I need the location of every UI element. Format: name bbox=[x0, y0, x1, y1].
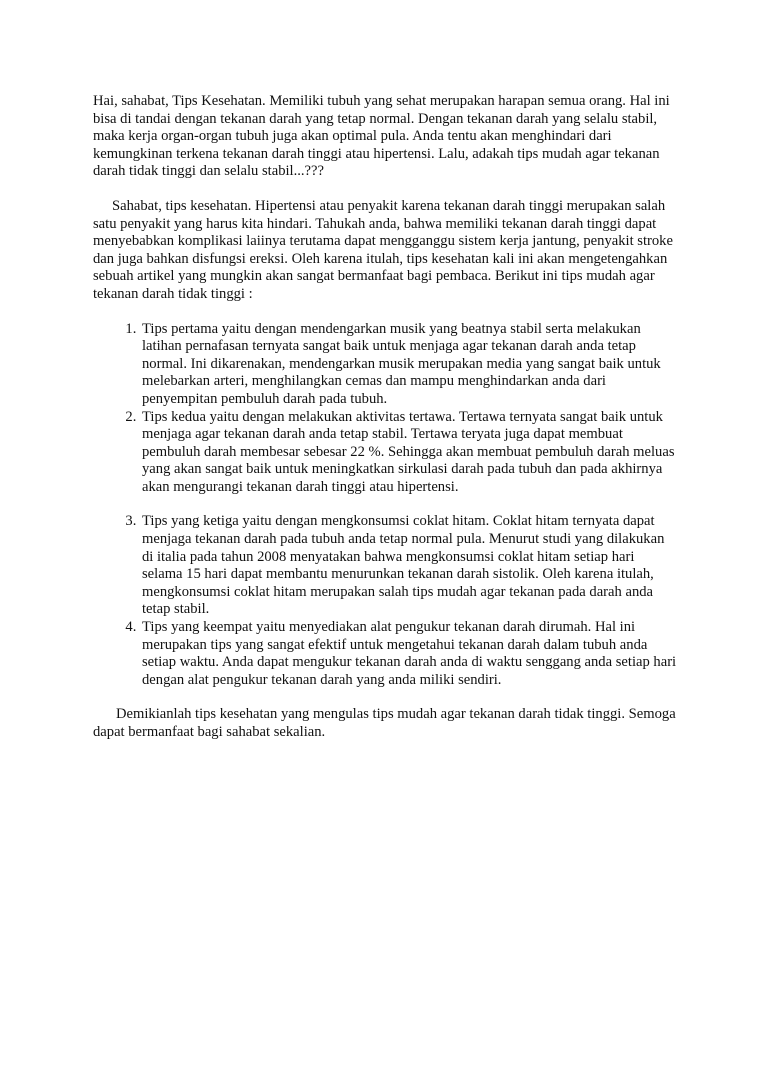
intro-paragraph: Hai, sahabat, Tips Kesehatan. Memiliki tubuh yang sehat merupakan harapan semua orang. Hal ini bisa di tandai dengan tekanan darah yang tetap normal. Dengan tekanan darah yang selalu stabil, maka kerja organ-organ tubuh juga akan optimal pula. Anda tentu akan menghindari dari kemungkinan terkena tekanan darah tinggi atau hipertensi. Lalu, adakah tips mudah agar tekanan darah tidak tinggi dan selalu stabil...??? bbox=[93, 93, 670, 180]
document-body bbox=[93, 93, 678, 742]
tips-list bbox=[93, 321, 678, 690]
second-paragraph: Sahabat, tips kesehatan. Hipertensi atau penyakit karena tekanan darah tinggi merupakan salah satu penyakit yang harus kita hindari. Tahukah anda, bahwa memiliki tekanan darah tinggi dapat menyebabkan komplikasi laiinya terutama dapat mengganggu sistem kerja jantung, penyakit stroke dan juga bahkan disfungsi ereksi. Oleh karena itulah, tips kesehatan kali ini akan mengetengahkan sebuah artikel yang mungkin akan sangat bermanfaat bagi pembaca. Berikut ini tips mudah agar tekanan darah tidak tinggi : bbox=[93, 197, 673, 302]
list-item: 2. Tips kedua yaitu dengan melakukan aktivitas tertawa. Tertawa ternyata sangat baik untuk menjaga agar tekanan darah anda tetap stabil. Tertawa teryata juga dapat membuat pembuluh darah membesar sebesar 22 %. Sehingga akan membuat pembuluh darah meluas yang akan sangat baik untuk meningkatkan sirkulasi darah pada tubuh dan pada akhirnya akan mengurangi tekanan darah tinggi atau hipertensi. bbox=[140, 409, 678, 497]
closing-paragraph: Demikianlah tips kesehatan yang mengulas tips mudah agar tekanan darah tidak tinggi. Semoga dapat bermanfaat bagi sahabat sekalian. bbox=[93, 706, 676, 740]
list-item: 4. Tips yang keempat yaitu menyediakan alat pengukur tekanan darah dirumah. Hal ini merupakan tips yang sangat efektif untuk mengetahui tekanan darah dalam tubuh anda setiap waktu. Anda dapat mengukur tekanan darah anda di waktu senggang anda setiap hari dengan alat pengukur tekanan darah yang anda miliki sendiri. bbox=[140, 619, 678, 689]
list-item: 1. Tips pertama yaitu dengan mendengarkan musik yang beatnya stabil serta melakukan latihan pernafasan ternyata sangat baik untuk menjaga agar tekanan darah anda tetap normal. Ini dikarenakan, mendengarkan musik merupakan media yang sangat baik untuk melebarkan arteri, menghilangkan cemas dan mampu menghindarkan anda dari penyempitan pembuluh darah pada tubuh. bbox=[140, 321, 678, 409]
list-item: 3. Tips yang ketiga yaitu dengan mengkonsumsi coklat hitam. Coklat hitam ternyata dapat menjaga tekanan darah pada tubuh anda tetap normal pula. Menurut studi yang dilakukan di italia pada tahun 2008 menyatakan bahwa mengkonsumsi coklat hitam setiap hari selama 15 hari dapat membantu menurunkan tekanan darah sistolik. Oleh karena itulah, mengkonsumsi coklat hitam merupakan salah tips mudah agar tekanan pada darah anda tetap stabil. bbox=[140, 513, 678, 619]
